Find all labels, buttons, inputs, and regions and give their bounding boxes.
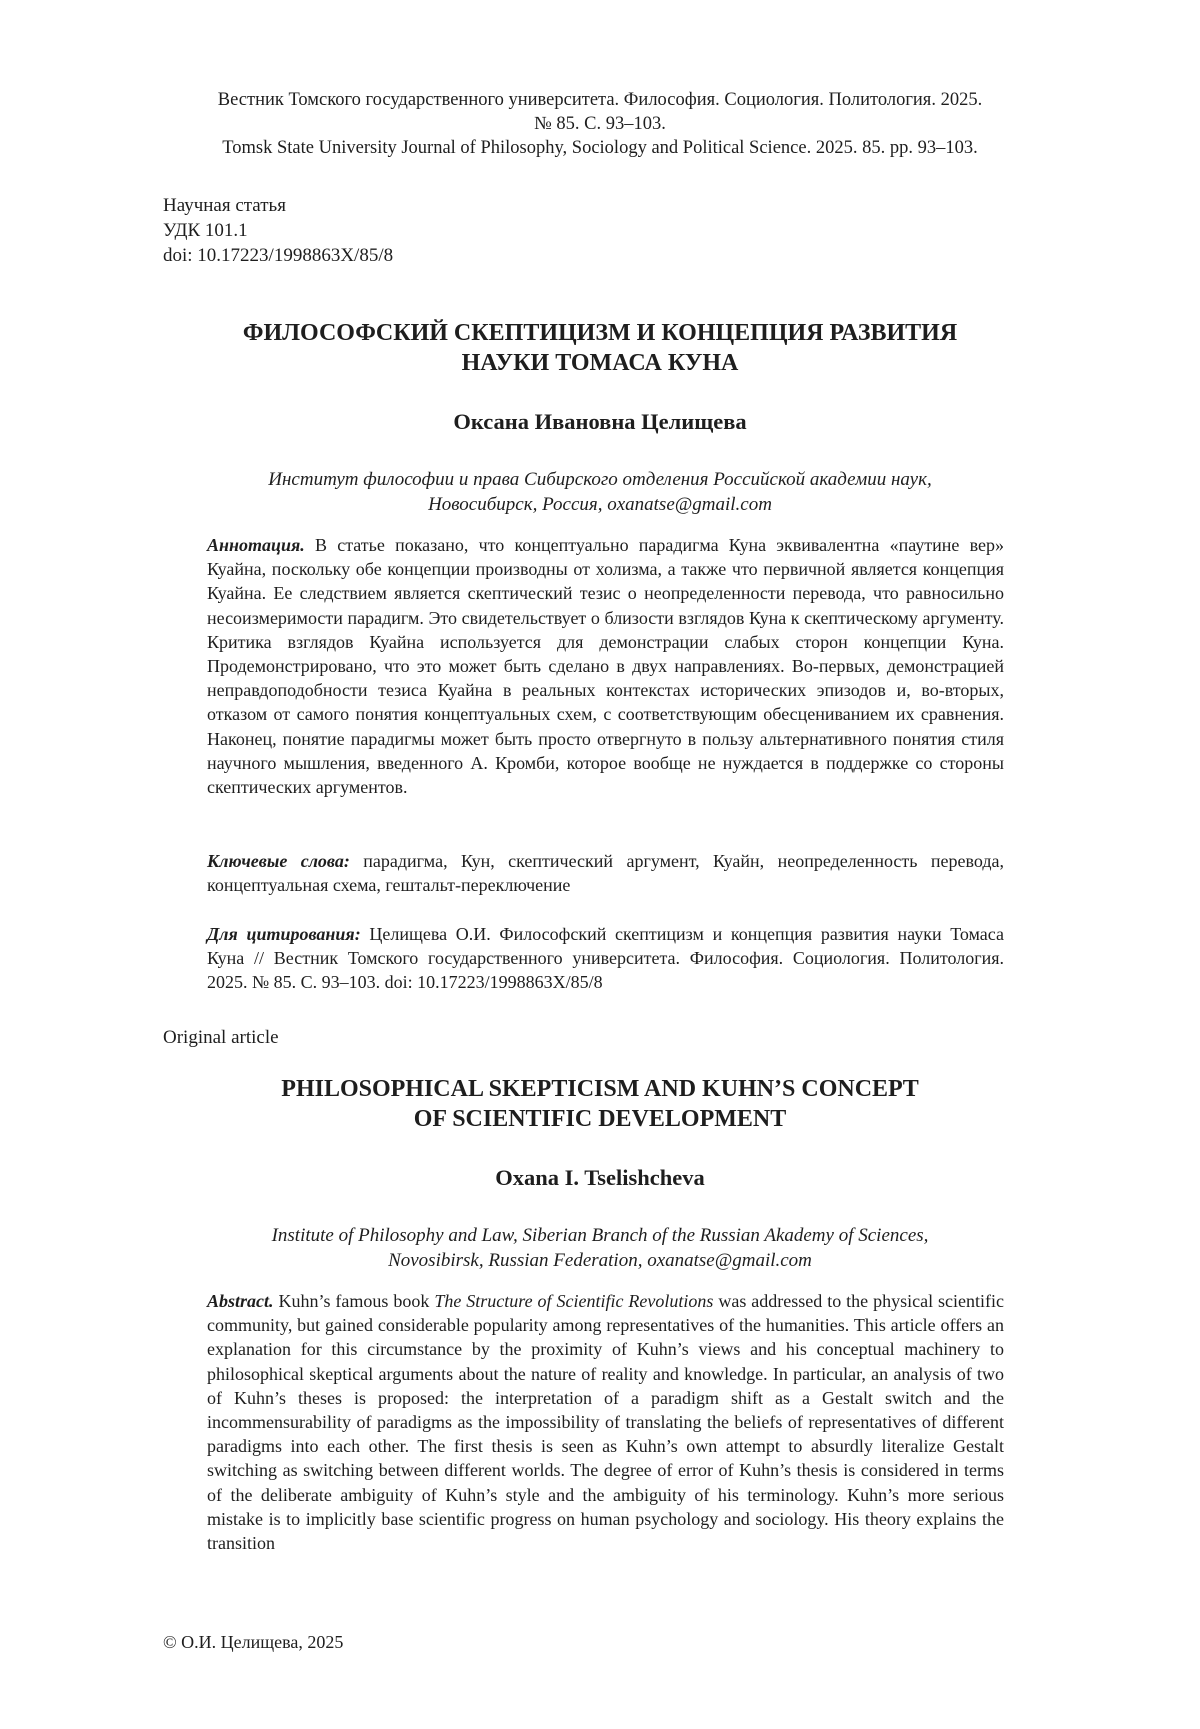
title-ru-line1: ФИЛОСОФСКИЙ СКЕПТИЦИЗМ И КОНЦЕПЦИЯ РАЗВИТИЯ <box>242 320 958 346</box>
abstract-en-post: was addressed to the physical scientific community, but gained considerable popularity among representatives of the humanities. This article offers an explanation for this circumstance by the proximity of Kuhn’s views and his conceptual machinery to philosophical skeptical arguments about the nature of reality and knowledge. In particular, an analysis of two of Kuhn’s theses is proposed: the interpretation of a paradigm shift as a Gestalt switch and the incommensurability of paradigms as the impossibility of translating the beliefs of representatives of different paradigms into each other. The first thesis is seen as Kuhn’s own attempt to absurdly literalize Gestalt switching as switching between different worlds. The degree of error of Kuhn’s thesis is considered in terms of the deliberate ambiguity of Kuhn’s style and the ambiguity of his terminology. Kuhn’s more serious mistake is to implicitly base scientific progress on human psychology and sociology. His theory explains the transition <box>207 1291 1004 1554</box>
abstract-en-pre: Kuhn’s famous book <box>273 1291 435 1311</box>
journal-en-line: Tomsk State University Journal of Philosophy, Sociology and Political Science. 2025. 85. pp. 93–103. <box>222 138 978 158</box>
journal-ru-line1: Вестник Томского государственного университета. Философия. Социология. Политология. 2025. <box>217 90 983 110</box>
citation-ru-label: Для цитирования: <box>207 924 361 944</box>
copyright: © О.И. Целищева, 2025 <box>163 1632 344 1652</box>
affiliation-en-line1: Institute of Philosophy and Law, Siberian Branch of the Russian Akademy of Sciences, <box>271 1225 929 1246</box>
journal-ru-line2: № 85. С. 93–103. <box>534 114 666 134</box>
affiliation-ru-line1: Институт философии и права Сибирского отделения Российской академии наук, <box>268 469 932 490</box>
abstract-ru-text: В статье показано, что концептуально парадигма Куна эквивалентна «паутине вер» Куайна, поскольку обе концепции производны от холизма, а также что первичной является концепция Куайна. Ее следствием является скептический тезис о неопределенности перевода, что равносильно несоизмеримости парадигм. Это свидетельствует о близости взглядов Куна к скептическому аргументу. Критика взглядов Куайна используется для демонстрации слабых сторон концепции Куна. Продемонстрировано, что это может быть сделано в двух направлениях. Во-первых, демонстрацией неправдоподобности тезиса Куайна в реальных контекстах исторических эпизодов и, во-вторых, отказом от самого понятия концептуальных схем, с соответствующим обесцениванием их сравнения. Наконец, понятие парадигмы может быть просто отвергнуто в пользу альтернативного понятия стиля научного мышления, введенного А. Кромби, которое вообще не нуждается в поддержке со стороны скептических аргументов. <box>207 535 1004 798</box>
keywords-ru-label: Ключевые слова: <box>207 851 350 871</box>
title-ru <box>150 318 1050 378</box>
article-type-en: Original article <box>163 1027 279 1048</box>
keywords-ru <box>207 849 1004 897</box>
citation-ru <box>207 922 1004 995</box>
author-en: Oxana I. Tselishcheva <box>495 1165 705 1190</box>
abstract-ru-label: Аннотация. <box>207 535 305 555</box>
affiliation-ru-line2: Новосибирск, Россия, oxanatse@gmail.com <box>428 494 772 515</box>
author-ru: Оксана Ивановна Целищева <box>453 409 747 434</box>
abstract-en-book-title: The Structure of Scientific Revolutions <box>434 1291 714 1311</box>
journal-header <box>150 88 1050 160</box>
abstract-ru <box>207 533 1004 799</box>
article-type-ru: Научная статья <box>163 195 286 216</box>
title-en-line1: PHILOSOPHICAL SKEPTICISM AND KUHN’S CONCEPT <box>281 1076 919 1102</box>
affiliation-ru <box>150 467 1050 517</box>
title-en <box>150 1074 1050 1134</box>
affiliation-en-line2: Novosibirsk, Russian Federation, oxanatse@gmail.com <box>388 1250 812 1271</box>
title-ru-line2: НАУКИ ТОМАСА КУНА <box>461 350 739 376</box>
keywords-ru-text: парадигма, Кун, скептический аргумент, Куайн, неопределенность перевода, концептуальная схема, гештальт-переключение <box>207 851 1004 896</box>
title-en-line2: OF SCIENTIFIC DEVELOPMENT <box>413 1106 787 1132</box>
doi: doi: 10.17223/1998863X/85/8 <box>163 245 394 266</box>
affiliation-en <box>150 1223 1050 1273</box>
article-meta <box>163 193 393 268</box>
citation-ru-text: Целищева О.И. Философский скептицизм и концепция развития науки Томаса Куна // Вестник Томского государственного университета. Философия. Социология. Политология. 2025. № 85. С. 93–103. doi: 10.17223/1998863X/85/8 <box>207 924 1004 993</box>
abstract-en-label: Abstract. <box>207 1291 274 1311</box>
udc-code: УДК 101.1 <box>163 220 248 241</box>
abstract-en <box>207 1289 1004 1555</box>
